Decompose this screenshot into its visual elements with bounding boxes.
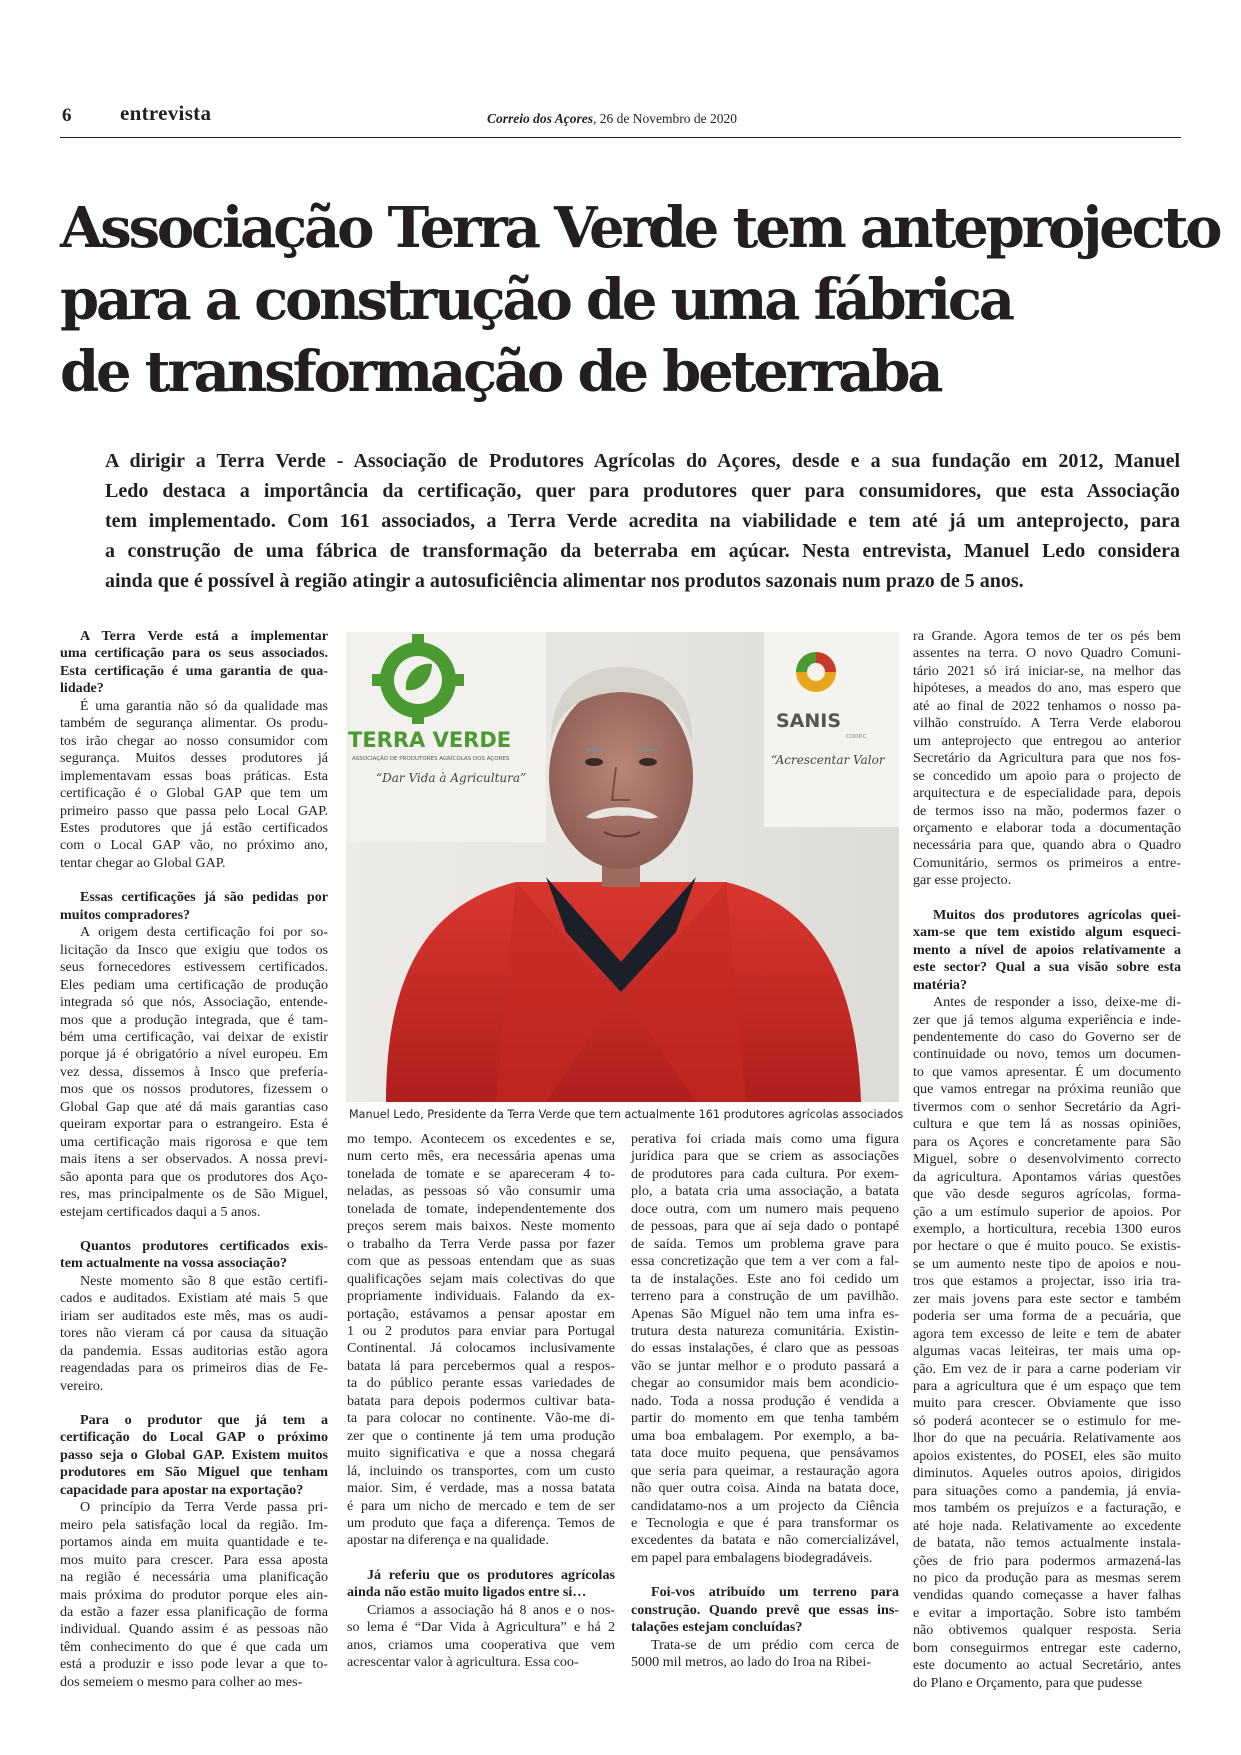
text-line: vereiro.: [60, 1377, 104, 1394]
lead-line: Ledo destaca a importância da certificação, quer para produtores quer para consumidores, que esta Associação: [105, 480, 1180, 502]
paragraph-gap: [60, 1221, 328, 1238]
text-line: A Terra Verde está a implementar: [80, 628, 328, 644]
text-line: vez dessa, dissemos à Insco que prefería-: [60, 1063, 328, 1080]
text-line: batata para depois podermos cultivar bata-: [347, 1392, 615, 1409]
face: [549, 685, 693, 869]
text-line: cados e auditados. Existiam até mais 5 que: [60, 1290, 328, 1307]
interview-answer: [60, 1273, 328, 1395]
text-line: exemplo, a horticultura, recebia 1300 euros: [913, 1220, 1181, 1237]
text-line: plo, a batata cria uma associação, a batata: [631, 1183, 899, 1200]
text-line: tores não vieram cá por causa da situação: [60, 1325, 328, 1342]
text-line: ta para colocar no continente. Vão-me di-: [347, 1410, 615, 1427]
interview-question: [60, 889, 328, 924]
text-line: mos muito para crescer. Para essa aposta: [60, 1551, 328, 1568]
headline-line: Associação Terra Verde tem anteprojecto: [60, 195, 1220, 261]
section-label: entrevista: [120, 101, 212, 125]
text-line: lidade?: [60, 680, 104, 697]
text-line: na região é necessária uma planificação: [60, 1569, 328, 1586]
text-line: pendentemente do caso do Governo ser de: [913, 1028, 1181, 1045]
headline: [60, 192, 1220, 408]
paragraph-gap: [913, 890, 1181, 907]
text-line: Já referiu que os produtores agrícolas: [367, 1566, 615, 1583]
text-line: batata lá para percebermos qual a respos-: [347, 1357, 615, 1374]
text-line: essa concretização que tem a ver com a fal-: [631, 1253, 899, 1270]
text-line: vendidas quando começasse a haver falhas: [913, 1587, 1181, 1604]
text-line: não obtivemos qualquer resposta. Seria: [913, 1622, 1181, 1639]
lead-line: a construção de uma fábrica de transformação da beterraba em açúcar. Nesta entrevista, Manuel Ledo considera: [105, 540, 1180, 562]
text-line: acrescentar valor à agricultura. Essa coo-: [347, 1654, 579, 1671]
text-line: se concedido um apoio para o projecto de: [913, 767, 1181, 784]
interview-question: [60, 1238, 328, 1273]
text-line: continuidade ou novo, temos um documen-: [913, 1046, 1181, 1063]
text-line: Criamos a associação há 8 anos e o nos-: [367, 1601, 615, 1618]
text-line: 5000 mil metros, ao lado do Iroa na Ribei-: [631, 1654, 871, 1671]
text-line: do Plano e Orçamento, para que pudesse: [913, 1674, 1142, 1691]
text-line: em papel para embalagens biodegradáveis.: [631, 1549, 873, 1566]
text-line: cultura e que tem lá as nossas opiniões,: [913, 1116, 1181, 1133]
sign-left-slogan: “Dar Vida à Agricultura”: [376, 771, 527, 785]
paragraph-gap: [60, 872, 328, 889]
text-line: orçamento e elaborar toda a documentação: [913, 819, 1181, 836]
text-line: apoios existentes, do POSEI, eles são muito: [913, 1447, 1181, 1464]
text-line: nado. Toda a nossa produção é vendida a: [631, 1392, 899, 1409]
text-line: se um aumento neste tipo de apoios e nou-: [913, 1255, 1181, 1272]
text-line: ções de frio para podermos armazená-las: [913, 1552, 1181, 1569]
text-line: preços serem mais baixos. Neste momento: [347, 1218, 615, 1235]
interview-answer: [631, 1637, 899, 1672]
text-line: vão se juntar melhor e o produto passará a: [631, 1357, 899, 1374]
page-number: 6: [62, 105, 72, 126]
sign-right-slogan: “Acrescentar Valor: [771, 753, 885, 767]
text-line: propriamente individuais. Falando da ex-: [347, 1288, 615, 1305]
paragraph-gap: [347, 1550, 615, 1567]
text-line: candidatamo-nos a um projecto da Ciência: [631, 1497, 899, 1514]
text-line: ção. Em vez de ir para a carne poderiam vir: [913, 1360, 1181, 1377]
text-line: têm conhecimento do que é que cada um: [60, 1638, 328, 1655]
text-line: para a agricultura que é um espaço que tem: [913, 1378, 1181, 1395]
text-line: jurídica para que se criem as associações: [631, 1148, 899, 1165]
text-line: 1 ou 2 produtos para enviar para Portugal: [347, 1322, 615, 1339]
text-line: com o Local GAP vão, no próximo ano,: [60, 837, 328, 854]
text-line: mos que a produção integrada, que é tam-: [60, 1011, 328, 1028]
text-line: de saída. Temos um problema grave para: [631, 1235, 899, 1252]
text-line: não quer outra coisa. Ainda na batata doce,: [631, 1480, 899, 1497]
text-line: de produtores para cada cultura. Por exem-: [631, 1165, 899, 1182]
text-line: um anteprojecto que entregou ao anterior: [913, 732, 1181, 749]
text-line: só poderá acontecer se o estimulo for me-: [913, 1412, 1181, 1429]
interview-photo: [346, 632, 899, 1102]
text-line: portamos ainda em muita quantidade e te-: [60, 1534, 328, 1551]
text-line: anos, criamos uma cooperativa que vem: [347, 1636, 615, 1653]
masthead: [487, 111, 737, 127]
text-line: maior. Sim, é verdade, mas a nossa batata: [347, 1480, 615, 1497]
text-line: com que as pessoas entendam que as suas: [347, 1253, 615, 1270]
text-line: até ao final de 2022 tenhamos o nosso pa-: [913, 697, 1181, 714]
text-line: ra Grande. Agora temos de ter os pés bem: [913, 628, 1181, 644]
text-line: terreno para a construção de um pavilhão.: [631, 1288, 899, 1305]
text-line: tário 2021 só irá iniciar-se, na melhor das: [913, 662, 1181, 679]
lead-paragraph: [105, 446, 1180, 596]
text-line: Secretário da Agricultura para que nos fos-: [913, 750, 1181, 767]
text-line: de pessoas, para que aí seja dado o pontapé: [631, 1218, 899, 1235]
paragraph-gap: [631, 1567, 899, 1584]
text-line: uma certificação mais rigorosa e que tem: [60, 1133, 328, 1150]
text-line: matéria?: [913, 976, 968, 993]
article-column-3: [631, 1131, 899, 1672]
text-line: Esta certificação é uma garantia de qua-: [60, 662, 328, 679]
text-line: so lema é “Dar Vida à Agricultura” e há 2: [347, 1619, 615, 1636]
interview-answer: [913, 994, 1181, 1692]
publication-date: , 26 de Novembro de 2020: [593, 111, 737, 126]
text-line: o trabalho da Terra Verde passa por fazer: [347, 1235, 615, 1252]
text-line: implementavam essas boas práticas. Esta: [60, 767, 328, 784]
text-line: tata doce muito pequena, que pensávamos: [631, 1445, 899, 1462]
text-line: Global Gap que até dá mais garantias caso: [60, 1098, 328, 1115]
text-line: É uma garantia não só da qualidade mas: [80, 697, 328, 714]
sign-right-sub: COOP.C: [846, 734, 867, 740]
text-line: zer mais jovens para este sector e também: [913, 1290, 1181, 1307]
paragraph-gap: [60, 1395, 328, 1412]
headline-line: de transformação de beterraba: [60, 339, 941, 405]
lead-line: tem implementado. Com 161 associados, a Terra Verde acredita na viabilidade e tem até já um anteprojecto, para: [105, 510, 1180, 532]
text-line: tonelada de tomate, independentemente dos: [347, 1200, 615, 1217]
text-line: porque já é obrigatório a nível europeu. Em: [60, 1046, 328, 1063]
text-line: apostar na diferença e na qualidade.: [347, 1532, 549, 1549]
text-line: portação, estávamos a pensar apostar em: [347, 1305, 615, 1322]
text-line: mento a nível de apoios relativamente a: [913, 941, 1181, 958]
text-line: bém uma certificação, vai deixar de existir: [60, 1028, 328, 1045]
text-line: Quantos produtores certificados exis-: [80, 1237, 328, 1254]
text-line: certificação do Local GAP o próximo: [60, 1429, 328, 1446]
interview-answer: [347, 1131, 615, 1550]
text-line: integrada só que nós, Associação, entende-: [60, 994, 328, 1011]
text-line: do essas instalações, é claro que as pessoas: [631, 1340, 899, 1357]
text-line: individual. Quando assim é as pessoas não: [60, 1621, 328, 1638]
text-line: O princípio da Terra Verde passa pri-: [80, 1499, 328, 1516]
text-line: capacidade para apostar na exportação?: [60, 1481, 304, 1498]
text-line: necessária para que, quando abra o Quadro: [913, 837, 1181, 854]
text-line: por hectare o que é muito pouco. Se existis-: [913, 1238, 1181, 1255]
text-line: construção. Quando prevê que essas ins-: [631, 1601, 899, 1618]
text-line: mos que os nossos produtores, fizessem o: [60, 1081, 328, 1098]
text-line: da pandemia. Essas auditorias estão agora: [60, 1342, 328, 1359]
text-line: dos semeiem o mesmo para colher ao mes-: [60, 1673, 303, 1690]
text-line: também de segurança alimentar. Os produ-: [60, 715, 328, 732]
text-line: xam-se que tem existido algum esqueci-: [913, 924, 1181, 941]
text-line: arquitectura e de especialidade para, depois: [913, 785, 1181, 802]
text-line: iriam ser auditados este mês, mas os audi-: [60, 1307, 328, 1324]
text-line: passo seja o Global GAP. Existem muitos: [60, 1446, 328, 1463]
text-line: talações estejam concluídas?: [631, 1619, 803, 1636]
text-line: tivermos com o senhor Secretário da Agri-: [913, 1098, 1181, 1115]
text-line: da estão a fazer essa planificação de forma: [60, 1604, 328, 1621]
text-line: ta do público perante essas variedades de: [347, 1375, 615, 1392]
text-line: são aponta para que os produtores dos Aço-: [60, 1168, 328, 1185]
text-line: para situações como a pandemia, já envia-: [913, 1482, 1181, 1499]
text-line: res, mas principalmente os de São Miguel,: [60, 1186, 328, 1203]
photo-caption: Manuel Ledo, Presidente da Terra Verde que tem actualmente 161 produtores agrícolas associados: [349, 1108, 904, 1121]
text-line: hipóteses, a meados do ano, mas espero que: [913, 680, 1181, 697]
interview-answer: [60, 924, 328, 1221]
text-line: é para um nicho de mercado e tem de ser: [347, 1497, 615, 1514]
text-line: ta de instalações. Este ano foi cedido um: [631, 1270, 899, 1287]
text-line: Estes produtores que já estão certificados: [60, 819, 328, 836]
text-line: qualificações sejam mais colectivas do que: [347, 1270, 615, 1287]
interview-answer: [60, 698, 328, 873]
cooperative-logo-icon: [796, 652, 836, 692]
text-line: Para o produtor que já tem a: [80, 1412, 328, 1429]
text-line: para os Açores e concretamente para São: [913, 1133, 1181, 1150]
text-line: ainda não estão muito ligados entre si…: [347, 1584, 587, 1601]
text-line: Comunitário, sermos os primeiros a entre-: [913, 854, 1181, 871]
interview-question: [347, 1567, 615, 1602]
interview-answer: [631, 1131, 899, 1567]
text-line: mos também os prejuízos e a facturação, e: [913, 1500, 1181, 1517]
article-column-1: [60, 628, 328, 1691]
text-line: seus fornecedores estivessem certificados.: [60, 959, 328, 976]
text-line: vilhão construído. A Terra Verde elaborou: [913, 715, 1181, 732]
text-line: da agricultura. Apontamos várias questões: [913, 1168, 1181, 1185]
text-line: doce outra, com um numero mais pequeno: [631, 1200, 899, 1217]
text-line: num certo mês, era necessária apenas uma: [347, 1148, 615, 1165]
interview-question: [913, 907, 1181, 994]
text-line: que vão desde seguros agrícolas, forma-: [913, 1186, 1181, 1203]
text-line: tem actualmente na vossa associação?: [60, 1255, 288, 1272]
text-line: excedentes da batata e não comercializável,: [631, 1532, 899, 1549]
interview-answer: [60, 1499, 328, 1691]
text-line: Trata-se de um prédio com cerca de: [651, 1636, 899, 1653]
lead-line: A dirigir a Terra Verde - Associação de Produtores Agrícolas do Açores, desde e a sua fundação em 2012, Manuel: [105, 450, 1180, 472]
text-line: de batata, não temos actualmente instala-: [913, 1535, 1181, 1552]
text-line: A origem desta certificação foi por so-: [80, 924, 328, 941]
sign-left-sub: ASSOCIAÇÃO DE PRODUTORES AGRÍCOLAS DOS AÇORES: [352, 756, 510, 762]
text-line: gar esse projecto.: [913, 872, 1012, 889]
text-line: algumas vacas leiteiras, ter mais uma op-: [913, 1343, 1181, 1360]
text-line: queiram exportar para o estrangeiro. Esta é: [60, 1116, 328, 1133]
text-line: Continental. Já colocamos inclusivamente: [347, 1340, 615, 1357]
publication-name: Correio dos Açores: [487, 111, 594, 126]
text-line: tonelada de tomate e se apareceram 4 to-: [347, 1165, 615, 1182]
text-line: meiro pela satisfação local da região. Im-: [60, 1516, 328, 1533]
text-line: que seria para queimar, a restauração agora: [631, 1462, 899, 1479]
interview-question: [60, 1412, 328, 1499]
text-line: mais itens a ser observados. A nossa previ-: [60, 1151, 328, 1168]
text-line: uma certificação para os seus associados.: [60, 645, 328, 662]
text-line: primeiro passo que passa pelo Local GAP.: [60, 802, 328, 819]
interview-question: [631, 1584, 899, 1636]
photo-illustration: [346, 632, 899, 1102]
text-line: Eles pediam uma certificação de produção: [60, 976, 328, 993]
page-header: [60, 103, 1181, 138]
text-line: ção a um estímulo superior de apoios. Por: [913, 1203, 1181, 1220]
text-line: poderia ser uma forma de a pecuária, que: [913, 1308, 1181, 1325]
headline-line: para a construção de uma fábrica: [60, 267, 1012, 333]
text-line: reagendadas para os primeiros dias de Fe-: [60, 1360, 328, 1377]
interview-answer: [913, 628, 1181, 890]
text-line: muitos compradores?: [60, 906, 191, 923]
text-line: no pico da produção para as mesmas serem: [913, 1570, 1181, 1587]
text-line: tentar chegar ao Global GAP.: [60, 854, 226, 871]
text-line: segurança. Muitos desses produtores já: [60, 750, 328, 767]
text-line: muito significativa e que a nossa chegará: [347, 1445, 615, 1462]
text-line: de termos isso na mão, podermos fazer o: [913, 802, 1181, 819]
text-line: Essas certificações já são pedidas por: [80, 889, 328, 906]
text-line: mais próxima do produtor porque eles ain-: [60, 1586, 328, 1603]
text-line: to que vamos apresentar. É um documento: [913, 1063, 1181, 1080]
text-line: lá, incluindo os transportes, com um custo: [347, 1462, 615, 1479]
text-line: chegar ao consumidor mais bem acondicio-: [631, 1375, 899, 1392]
text-line: zer que já temos alguma experiência e inde-: [913, 1011, 1181, 1028]
text-line: licitação da Insco que exigiu que todos os: [60, 941, 328, 958]
sign-right-name: SANIS: [776, 710, 842, 732]
text-line: agora tem excesso de leite e tem de abater: [913, 1325, 1181, 1342]
text-line: mo tempo. Acontecem os excedentes e se,: [347, 1131, 615, 1147]
text-line: certificação é o Global GAP que tem um: [60, 785, 328, 802]
text-line: até hoje nada. Relativamente ao excedente: [913, 1517, 1181, 1534]
text-line: produtores em São Miguel que tenham: [60, 1464, 328, 1481]
text-line: diminutos. Aqueles outros apoios, dirigidos: [913, 1465, 1181, 1482]
article-column-4: [913, 628, 1181, 1692]
article-column-2: [347, 1131, 615, 1672]
text-line: estejam certificados daqui a 5 anos.: [60, 1203, 261, 1220]
text-line: Apenas São Miguel não tem uma infra es-: [631, 1305, 899, 1322]
text-line: assentes na terra. O novo Quadro Comuni-: [913, 645, 1181, 662]
text-line: neladas, as pessoas só vão consumir uma: [347, 1183, 615, 1200]
text-line: zer que o continente já tem uma produção: [347, 1427, 615, 1444]
text-line: este sector? Qual a sua visão sobre esta: [913, 959, 1181, 976]
text-line: e Tecnologia e que é para transformar os: [631, 1514, 899, 1531]
interview-question: [60, 628, 328, 698]
text-line: muito para crescer. Obviamente que isso: [913, 1395, 1181, 1412]
text-line: partir do momento em que tenha também: [631, 1410, 899, 1427]
text-line: Muitos dos produtores agrícolas quei-: [933, 906, 1181, 923]
text-line: está a produzir e isso pode levar a que to-: [60, 1656, 328, 1673]
text-line: bom conseguirmos entregar este caderno,: [913, 1639, 1181, 1656]
interview-answer: [347, 1602, 615, 1672]
text-line: que vamos entregar na próxima reunião que: [913, 1081, 1181, 1098]
text-line: um produto que faça a diferença. Temos de: [347, 1514, 615, 1531]
text-line: uma boa embalagem. Por exemplo, a ba-: [631, 1427, 899, 1444]
text-line: este documento ao actual Secretário, antes: [913, 1657, 1181, 1674]
sign-left-name: TERRA VERDE: [348, 728, 512, 752]
text-line: Antes de responder a isso, deixe-me di-: [933, 994, 1181, 1011]
lead-line: ainda que é possível à região atingir a autosuficiência alimentar nos produtos sazonais num prazo de 5 anos.: [105, 570, 1024, 592]
text-line: Neste momento são 8 que estão certifi-: [80, 1272, 328, 1289]
text-line: Foi-vos atribuído um terreno para: [651, 1584, 899, 1601]
text-line: lhor do que na pecuária. Relativamente aos: [913, 1430, 1181, 1447]
text-line: perativa foi criada mais como uma figura: [631, 1131, 899, 1147]
text-line: tros que estamos a projectar, isso iria tra-: [913, 1273, 1181, 1290]
text-line: Miguel, sobre o desenvolvimento correcto: [913, 1151, 1181, 1168]
text-line: trutura desta natureza comunitária. Existin-: [631, 1322, 899, 1339]
text-line: tos irão chegar ao nosso consumidor com: [60, 732, 328, 749]
text-line: e evitar a importação. Sobre isto também: [913, 1604, 1181, 1621]
